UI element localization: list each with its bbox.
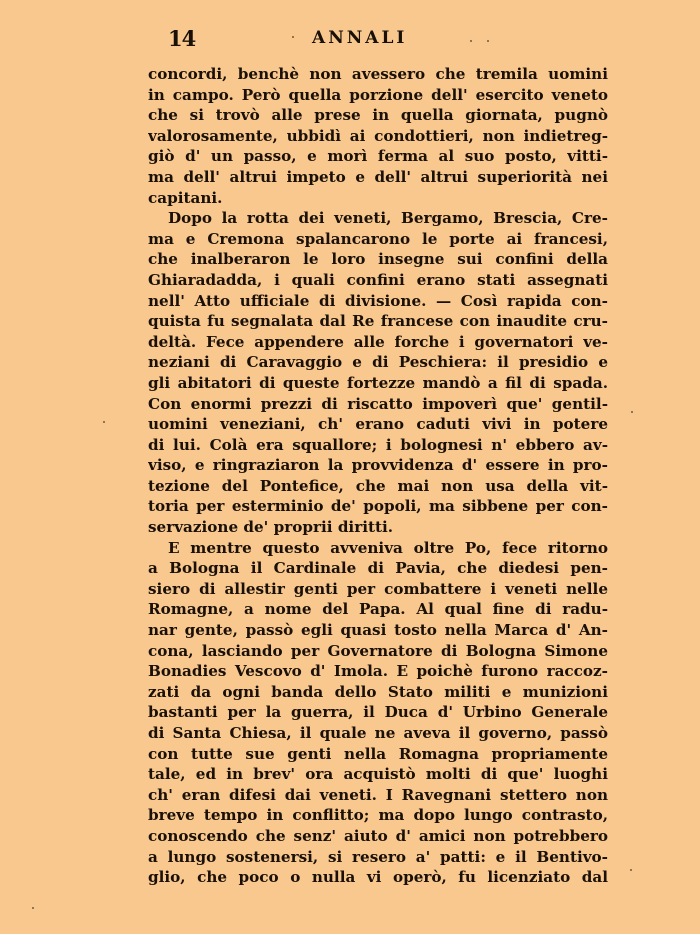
text-line: siero di allestir genti per combattere i veneti nelle	[148, 579, 608, 598]
running-head: ANNALI	[312, 28, 408, 48]
text-line: nar gente, passò egli quasi tosto nella Marca d' An-	[148, 621, 608, 640]
text-line: valorosamente, ubbidì ai condottieri, non indietreg-	[148, 126, 608, 145]
text-line: in campo. Però quella porzione dell' esercito veneto	[148, 85, 608, 104]
body-text	[148, 64, 608, 888]
scan-speck	[32, 907, 34, 909]
text-line: quista fu segnalata dal Re francese con inaudite cru-	[148, 312, 608, 331]
paragraph-start-line: E mentre questo avveniva oltre Po, fece ritorno	[168, 538, 608, 557]
text-line: zati da ogni banda dello Stato militi e munizioni	[148, 682, 608, 701]
text-line: di Santa Chiesa, il quale ne aveva il governo, passò	[148, 724, 608, 742]
paragraph-start-line: Dopo la rotta dei veneti, Bergamo, Brescia, Cre-	[168, 209, 608, 228]
page-number: 14	[168, 26, 196, 51]
text-line: capitani.	[148, 188, 223, 207]
text-line: bastanti per la guerra, il Duca d' Urbino Generale	[148, 703, 608, 722]
scan-speck	[631, 411, 633, 413]
text-line: ma dell' altrui impeto e dell' altrui superiorità nei	[148, 167, 608, 186]
text-line: viso, e ringraziaron la provvidenza d' essere in pro-	[148, 456, 608, 475]
page-header	[148, 26, 608, 52]
text-line: a Bologna il Cardinale di Pavia, che diedesi pen-	[148, 559, 608, 578]
text-line: di lui. Colà era squallore; i bolognesi n' ebbero av-	[148, 435, 608, 454]
text-line: deltà. Fece appendere alle forche i governatori ve-	[148, 332, 608, 351]
text-line: con tutte sue genti nella Romagna propriamente	[148, 744, 608, 763]
text-line: concordi, benchè non avessero che tremila uomini	[148, 65, 608, 83]
scan-speck	[470, 40, 472, 42]
text-line: uomini veneziani, ch' erano caduti vivi in potere	[148, 415, 608, 434]
text-line: nell' Atto ufficiale di divisione. — Così rapida con-	[148, 291, 608, 310]
text-line: giò d' un passo, e morì ferma al suo posto, vitti-	[148, 147, 608, 166]
text-line: Ghiaradadda, i quali confini erano stati assegnati	[148, 270, 608, 289]
text-line: servazione de' proprii diritti.	[148, 518, 394, 537]
scan-speck	[103, 421, 105, 423]
scan-speck	[292, 36, 294, 38]
text-line: glio, che poco o nulla vi operò, fu licenziato dal	[148, 868, 608, 887]
text-line: Romagne, a nome del Papa. Al qual fine di radu-	[148, 600, 608, 619]
text-line: tale, ed in brev' ora acquistò molti di que' luoghi	[148, 765, 608, 784]
text-line: Bonadies Vescovo d' Imola. E poichè furono raccoz-	[148, 662, 608, 681]
text-line: toria per esterminio de' popoli, ma sibbene per con-	[148, 497, 608, 516]
text-line: neziani di Caravaggio e di Peschiera: il presidio e	[148, 353, 608, 372]
text-line: che inalberaron le loro insegne sui confini della	[148, 250, 608, 269]
text-line: a lungo sostenersi, si resero a' patti: e il Bentivo-	[148, 847, 608, 866]
text-line: ma e Cremona spalancarono le porte ai francesi,	[148, 229, 608, 248]
text-line: tezione del Pontefice, che mai non usa della vit-	[148, 476, 608, 495]
text-line: cona, lasciando per Governatore di Bologna Simone	[148, 641, 608, 660]
text-line: Con enormi prezzi di riscatto impoverì que' gentil-	[148, 394, 608, 413]
text-line: gli abitatori di queste fortezze mandò a fil di spada.	[148, 373, 608, 392]
text-line: ch' eran difesi dai veneti. I Ravegnani stettero non	[148, 785, 608, 804]
text-line: che si trovò alle prese in quella giornata, pugnò	[148, 106, 608, 125]
scan-speck	[630, 869, 632, 871]
scan-speck	[487, 40, 489, 42]
text-line: breve tempo in conflitto; ma dopo lungo contrasto,	[148, 806, 608, 825]
text-line: conoscendo che senz' aiuto d' amici non potrebbero	[148, 826, 608, 845]
